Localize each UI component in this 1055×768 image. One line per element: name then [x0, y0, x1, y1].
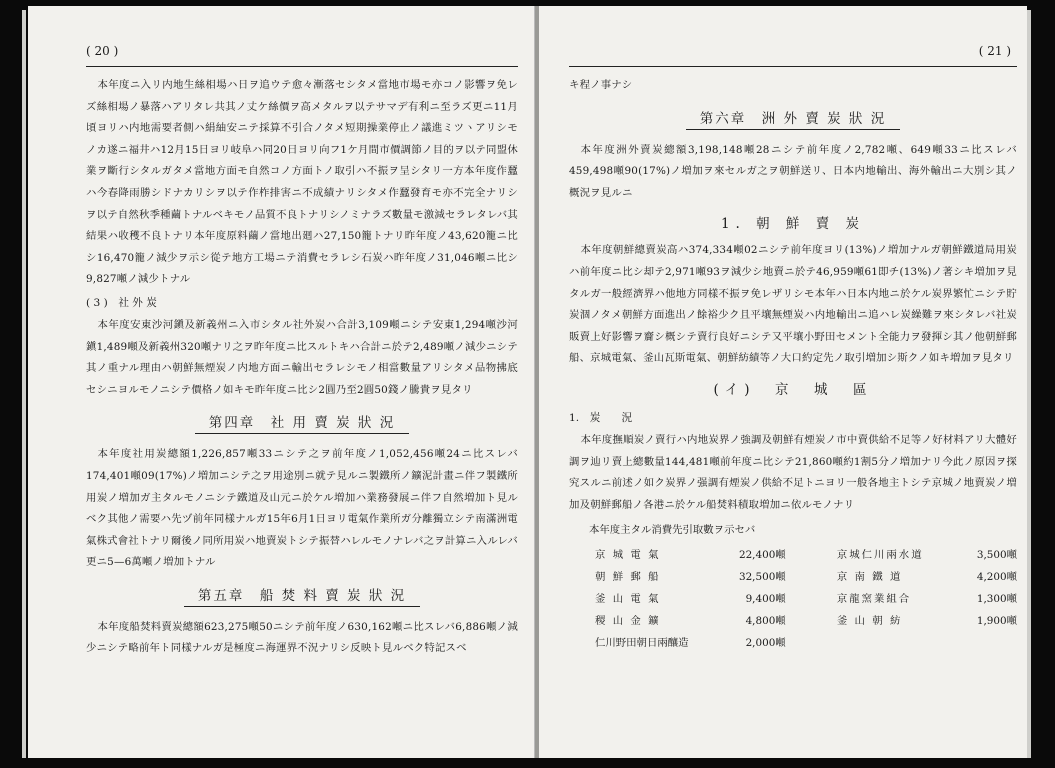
table-row	[591, 542, 1021, 564]
paragraph-keijo-conditions: 本年度撫順炭ノ賣行ハ内地炭界ノ強調及朝鮮有煙炭ノ市中賣供給不足等ノ好材料アリ大體好調ヲ辿リ賣上總數量144,481噸前年度ニ比シテ21,860噸約1割5分ノ増加ナリ今此ノ原因ヲ探究スルニ前述ノ如ク炭界ノ强調有煙炭ノ供給不足トニヨリ一般各地主トシテ京城ノ地賣炭ノ増加及朝鮮郵船ノ各港ニ於ケル船焚料積取増加ニ依ルモノナリ	[569, 433, 1017, 511]
table-row	[591, 586, 1021, 608]
consumer-name: 稷 山 金 鑛	[595, 614, 661, 627]
table-row	[591, 608, 1021, 630]
consumer-name: 京 南 鐵 道	[836, 570, 903, 583]
table-row	[591, 630, 1021, 652]
paragraph-bunker-coal: 本年度船焚料賣炭總額623,275噸50ニシテ前年度ノ630,162噸ニ比スレバ6,886噸ノ減少ニシテ略前年ト同樣ナルガ是極度ニ海運界不況ナリシ反映ト見ルベク特記スベ	[86, 620, 518, 655]
consumer-amount: 9,400噸	[745, 592, 786, 605]
table-intro: 本年度主タル消費先引取數ヲ示セバ	[589, 524, 756, 537]
consumer-amount: 4,200噸	[976, 570, 1017, 583]
paragraph-export-coal: 本年度洲外賣炭總額3,198,148噸28ニシテ前年度ノ2,782噸、649噸33ニ比スレバ459,498噸90(17%)ノ増加ヲ來セルガ之ヲ朝鮮送リ、日本内地輸出、海外輸出ニ大別シ其ノ概況ヲ見ルニ	[569, 143, 1017, 199]
chapter-heading-6: 第六章 洲 外 賣 炭 狀 況	[686, 107, 900, 130]
consumer-name: 京 城 電 氣	[595, 548, 661, 561]
paragraph-korea-sales: 本年度朝鮮總賣炭高ハ374,334噸02ニシテ前年度ヨリ(13%)ノ増加ナルガ朝鮮鐵道局用炭ハ前年度ニ比シ却テ2,971噸93ヲ減少シ地賣ニ於テ46,959噸61即チ(13%)ノ著シキ増加ヲ見タルガ一般經濟界ハ他地方同樣不振ヲ免レザリシモ本年ハ日本内地ニ於ケル炭界繁忙ニシテ貯炭涸ノタメ朝鮮方面進出ノ餘裕少ク且平壤無煙炭ハ内地輸出ニ追ハレ炭繰難ヲ來シタレバ社炭販賣上好影響ヲ齎シ概シテ賣行良好ニシテ又平壤小野田セメント全能力ヲ發揮シ其ノ他朝鮮郵船、京城電氣、釜山瓦斯電氣、朝鮮紡績等ノ大口約定先ノ取引増加シ斯クノ如キ増加ヲ見タリ	[569, 244, 1017, 365]
consumer-table	[591, 542, 1021, 652]
page-number: ( 20 )	[86, 44, 119, 58]
paragraph-outside-coal: 本年度安東沙河鎭及新義州ニ入市シタル社外炭ハ合計3,109噸ニシテ安東1,294噸沙河鎭1,489噸及新義州320噸ナリ之ヲ昨年度ニ比スルトキハ合計ニ於テ2,489噸ノ減少ニシテ其ノ重ナル理由ハ朝鮮無煙炭ノ内地方面ニ輸出セラレシモノ相當數量アリシタメ品物拂底セシニヨルモノニシテ價格ノ如キモ昨年度ニ比シ2圓乃至2圓50錢ノ騰貴ヲ見タリ	[86, 318, 518, 396]
left-page-header	[86, 42, 518, 67]
paragraph-company-use-coal: 本年度社用炭總額1,226,857噸33ニシテ之ヲ前年度ノ1,052,456噸24ニ比スレバ174,401噸09(17%)ノ増加ニシテ之ヲ用途別ニ就テ見ルニ製鐵所ノ鑛泥計畫ニ伴フ製鐵所用炭ノ増加ガ主タルモノニシテ鐵道及山元ニ於ケル増加ハ業務發展ニ伴フ自然増加ト見ルベク其他ノ需要ハ先ヅ前年同樣ナルガ15年6月1日ヨリ電氣作業所ガ分離獨立シテ南滿洲電氣株式會社トナリ爾後ノ同所用炭ハ地賣炭トシテ振替ハレルモノナレバ之ヲ計算ニ入ルレバ更ニ5—6萬噸ノ増加トナル	[86, 448, 518, 569]
consumer-amount	[948, 630, 1021, 652]
consumer-amount: 22,400噸	[738, 548, 786, 561]
consumer-amount: 4,800噸	[745, 614, 786, 627]
right-page-edge	[1027, 10, 1031, 758]
right-page-header	[569, 42, 1017, 67]
section-heading-korea: 1. 朝 鮮 賣 炭	[720, 216, 866, 233]
consumer-name: 朝 鮮 郵 船	[595, 570, 661, 583]
consumer-amount: 2,000噸	[745, 636, 786, 649]
table-row	[591, 564, 1021, 586]
left-page-edge	[22, 10, 26, 758]
paragraph-silk-market: 本年度ニ入リ内地生絲相場ハ日ヲ追ウテ愈々漸落セシタメ當地市場モ亦コノ影響ヲ免レズ絲相場ノ暴落ハアリタレ共其ノ丈ケ絲價ヲ高メタルヲ以テサマデ有利ニ至ラズ更ニ11月頃ヨリハ内地需要者側ハ絹紬安ニテ採算不引合ノタメ短期操業停止ノ議進ミツヽアリシモノカ遂ニ福井ハ12月15日ヨリ岐阜ハ同20日ヨリ向フ1ケ月間市價調節ノ目的ヲ以テ同盟休業ヲ斷行シタルガタメ當地方面モ自然コノ方面トノ取引ハ不振ヲ呈シタリ一方本年度作蠶ハ今春降雨勝シドナカリシヲ以テ作柞排害ニ不成績ナリシタメ作蠶發育モ亦不完全ナリシヲ以テ自然秋季種繭トナルベキモノ品質不良トナリシノミナラズ數量モ激減セラレタレバ其結果ハ收穫不良トナリ本年度原料繭ノ當地出廻ハ27,150籠トナリ昨年度ノ43,620籠ニ比シ16,470籠ノ減少ヲ示シ從テ地方工場ニテ消費セラレシ石炭ハ昨年度ノ31,046噸ニ比シ9,827噸ノ減少トナル	[86, 79, 518, 286]
consumer-name: 京城仁川兩水道	[836, 548, 924, 561]
consumer-name: 釜 山 電 氣	[595, 592, 661, 605]
subheading-outside-coal: ( 3 ) 社 外 炭	[86, 296, 157, 309]
right-page	[539, 6, 1027, 758]
consumer-name	[833, 630, 948, 652]
consumer-name: 仁川野田朝日兩釀造	[595, 636, 689, 649]
consumer-amount: 32,500噸	[738, 570, 786, 583]
subsection-heading-keijo: (イ) 京 城 區	[713, 381, 873, 398]
consumer-amount: 1,900噸	[976, 614, 1017, 627]
chapter-heading-5: 第五章 船 焚 料 賣 炭 狀 況	[184, 584, 420, 607]
consumer-amount: 3,500噸	[976, 548, 1017, 561]
consumer-amount: 1,300噸	[976, 592, 1017, 605]
left-page	[28, 6, 535, 758]
page-number: ( 21 )	[978, 44, 1011, 58]
chapter-heading-4: 第四章 社 用 賣 炭 狀 況	[195, 411, 409, 434]
consumer-name: 京龍窯業組合	[836, 592, 912, 605]
paragraph-continuation: キ程ノ事ナシ	[569, 79, 633, 91]
consumer-name: 釜 山 朝 紡	[836, 614, 903, 627]
item-label-coal-conditions: 1. 炭 況	[569, 411, 633, 424]
